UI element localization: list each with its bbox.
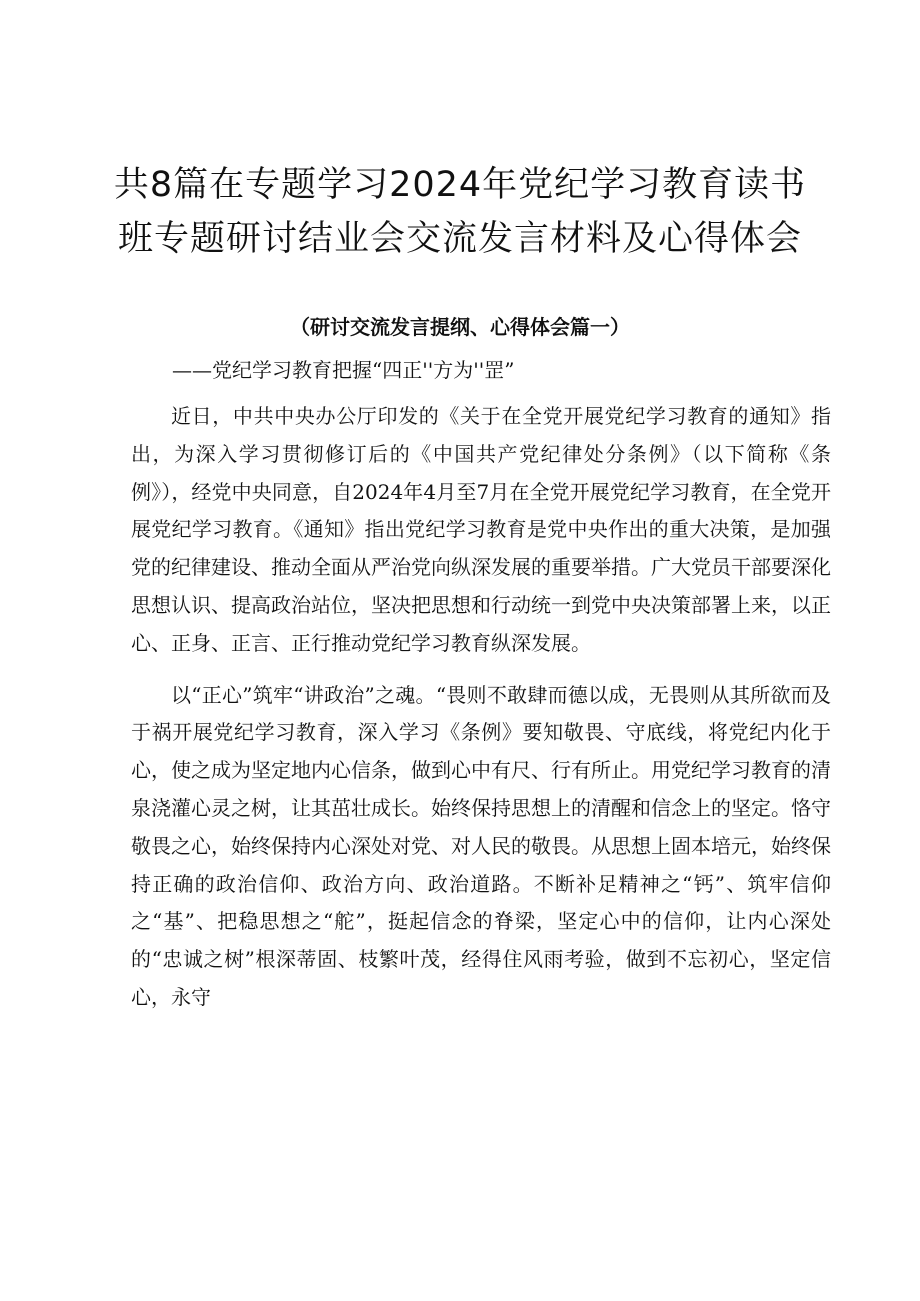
section-subtitle: （研讨交流发言提纲、心得体会篇一） <box>290 315 630 339</box>
section-tagline: ——党纪学习教育把握“四正''方为''罡” <box>172 358 515 382</box>
document-title-line-2: 班专题研讨结业会交流发言材料及心得体会 <box>117 219 802 259</box>
document-title-line-1: 共8篇在专题学习2024年党纪学习教育读书 <box>113 165 807 205</box>
document-body <box>131 398 831 1017</box>
document-title <box>40 158 880 266</box>
body-paragraph-1: 近日，中共中央办公厅印发的《关于在全党开展党纪学习教育的通知》指出，为深入学习贯彻修订后的《中国共产党纪律处分条例》（以下简称《条例》），经党中央同意，自2024年4月至7月在全党开展党纪学习教育，在全党开展党纪学习教育。《通知》指出党纪学习教育是党中央作出的重大决策，是加强党的纪律建设、推动全面从严治党向纵深发展的重要举措。广大党员干部要深化思想认识、提高政治站位，坚决把思想和行动统一到党中央决策部署上来，以正心、正身、正言、正行推动党纪学习教育纵深发展。 <box>131 404 831 655</box>
body-paragraph-2: 以“正心”筑牢“讲政治”之魂。“畏则不敢肆而德以成，无畏则从其所欲而及于祸开展党纪学习教育，深入学习《条例》要知敬畏、守底线，将党纪内化于心，使之成为坚定地内心信条，做到心中有尺、行有所止。用党纪学习教育的清泉浇灌心灵之树，让其茁壮成长。始终保持思想上的清醒和信念上的坚定。恪守敬畏之心，始终保持内心深处对党、对人民的敬畏。从思想上固本培元，始终保持正确的政治信仰、政治方向、政治道路。不断补足精神之“钙”、筑牢信仰之“基”、把稳思想之“舵”，挺起信念的脊梁，坚定心中的信仰，让内心深处的“忠诚之树”根深蒂固、枝繁叶茂，经得住风雨考验，做到不忘初心，坚定信心，永守 <box>131 682 831 1009</box>
